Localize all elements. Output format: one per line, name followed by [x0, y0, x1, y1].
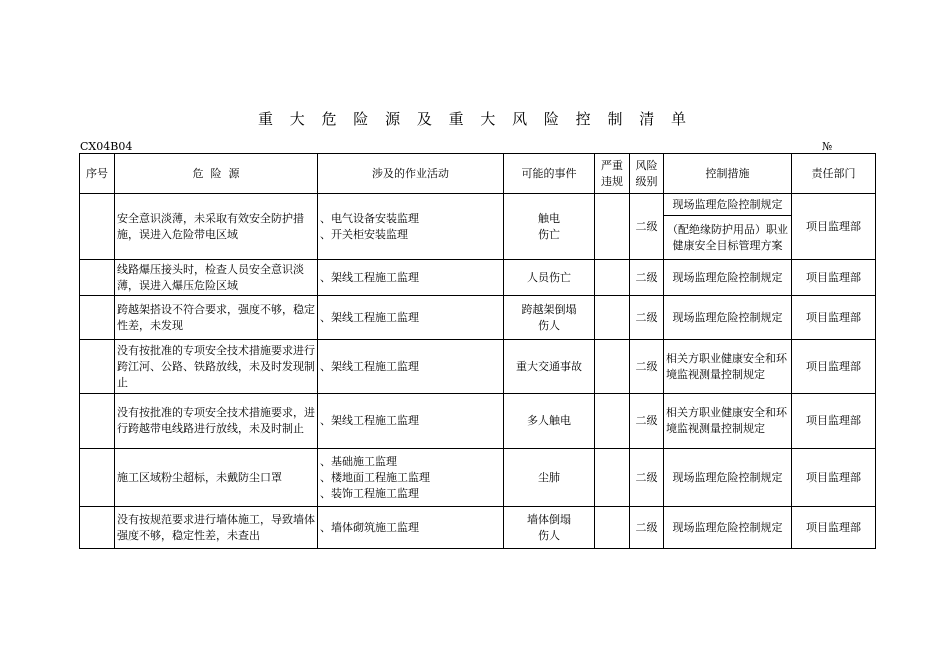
activity-item: 、开关柜安装监理 — [320, 227, 408, 241]
cell-risk-level: 二级 — [630, 507, 664, 549]
cell-control: 相关方职业健康安全和环境监视测量控制规定 — [664, 394, 792, 449]
activity-item: 、架线工程施工监理 — [320, 359, 419, 373]
cell-violation — [595, 449, 630, 507]
cell-control: 现场监理危险控制规定 — [664, 260, 792, 296]
cell-activity — [318, 449, 504, 507]
activity-item: 、装饰工程施工监理 — [320, 486, 419, 500]
table-row — [80, 340, 876, 394]
cell-seq — [80, 194, 115, 260]
header-control: 控制措施 — [664, 154, 792, 194]
cell-risk-level: 二级 — [630, 296, 664, 340]
cell-control: 现场监理危险控制规定 — [664, 296, 792, 340]
cell-risk-level: 二级 — [630, 449, 664, 507]
cell-event — [504, 507, 595, 549]
cell-danger: 没有按批准的专项安全技术措施要求，进行跨越带电线路进行放线，未及时制止 — [115, 394, 318, 449]
cell-dept: 项目监理部 — [792, 296, 876, 340]
header-activity: 涉及的作业活动 — [318, 154, 504, 194]
document-code: CX04B04 — [80, 140, 133, 153]
cell-control: 现场监理危险控制规定 — [664, 194, 792, 216]
header-event: 可能的事件 — [504, 154, 595, 194]
cell-control: 相关方职业健康安全和环境监视测量控制规定 — [664, 340, 792, 394]
cell-dept: 项目监理部 — [792, 340, 876, 394]
header-row — [80, 154, 876, 194]
cell-danger: 没有按规范要求进行墙体施工，导致墙体强度不够，稳定性差，未查出 — [115, 507, 318, 549]
activity-item: 、基础施工监理 — [320, 454, 397, 468]
event-line: 人员伤亡 — [527, 270, 571, 284]
cell-seq — [80, 260, 115, 296]
cell-event — [504, 340, 595, 394]
cell-activity — [318, 260, 504, 296]
number-label: № — [822, 140, 833, 153]
cell-control: （配绝缘防护用品）职业健康安全目标管理方案 — [664, 216, 792, 260]
cell-danger: 施工区域粉尘超标，未戴防尘口罩 — [115, 449, 318, 507]
cell-violation — [595, 340, 630, 394]
table-row — [80, 507, 876, 549]
table-row — [80, 394, 876, 449]
table-row — [80, 296, 876, 340]
cell-seq — [80, 340, 115, 394]
cell-risk-level: 二级 — [630, 394, 664, 449]
cell-seq — [80, 296, 115, 340]
table-row — [80, 194, 876, 216]
event-line: 多人触电 — [527, 414, 571, 427]
cell-risk-level: 二级 — [630, 260, 664, 296]
cell-violation — [595, 194, 630, 260]
event-line: 触电 — [538, 211, 560, 225]
cell-dept: 项目监理部 — [792, 507, 876, 549]
risk-control-table — [79, 153, 876, 549]
event-line: 伤亡 — [538, 227, 560, 241]
cell-activity — [318, 507, 504, 549]
cell-control: 现场监理危险控制规定 — [664, 449, 792, 507]
activity-item: 、架线工程施工监理 — [320, 414, 419, 427]
activity-item: 、电气设备安装监理 — [320, 211, 419, 225]
event-line: 伤人 — [538, 318, 560, 332]
activity-item: 、楼地面工程施工监理 — [320, 470, 430, 484]
cell-dept: 项目监理部 — [792, 394, 876, 449]
cell-violation — [595, 394, 630, 449]
event-line: 伤人 — [538, 528, 560, 542]
activity-item: 、墙体砌筑施工监理 — [320, 520, 419, 534]
cell-dept: 项目监理部 — [792, 194, 876, 260]
cell-seq — [80, 449, 115, 507]
header-risk-level: 风险级别 — [630, 154, 664, 194]
event-line: 墙体倒塌 — [527, 512, 571, 526]
header-dept: 责任部门 — [792, 154, 876, 194]
cell-event — [504, 296, 595, 340]
activity-item: 、架线工程施工监理 — [320, 270, 419, 284]
cell-dept: 项目监理部 — [792, 260, 876, 296]
cell-activity — [318, 296, 504, 340]
cell-danger: 线路爆压接头时，检查人员安全意识淡薄，误进入爆压危险区域 — [115, 260, 318, 296]
activity-item: 、架线工程施工监理 — [320, 310, 419, 324]
cell-risk-level: 二级 — [630, 340, 664, 394]
table-row — [80, 260, 876, 296]
cell-danger: 安全意识淡薄，未采取有效安全防护措施，误进入危险带电区域 — [115, 194, 318, 260]
cell-event — [504, 194, 595, 260]
cell-activity — [318, 340, 504, 394]
cell-danger: 没有按批准的专项安全技术措施要求进行跨江河、公路、铁路放线，未及时发现制止 — [115, 340, 318, 394]
cell-violation — [595, 296, 630, 340]
cell-seq — [80, 507, 115, 549]
cell-risk-level: 二级 — [630, 194, 664, 260]
cell-event — [504, 260, 595, 296]
table-row — [80, 449, 876, 507]
cell-danger: 跨越架搭设不符合要求，强度不够，稳定性差，未发现 — [115, 296, 318, 340]
event-line: 尘肺 — [538, 470, 560, 484]
header-seq: 序号 — [80, 154, 115, 194]
cell-dept: 项目监理部 — [792, 449, 876, 507]
cell-event — [504, 394, 595, 449]
page-title: 重 大 危 险 源 及 重 大 风 险 控 制 清 单 — [258, 110, 692, 128]
cell-activity — [318, 194, 504, 260]
cell-violation — [595, 507, 630, 549]
event-line: 跨越架倒塌 — [521, 302, 577, 316]
event-line: 重大交通事故 — [516, 359, 582, 373]
cell-violation — [595, 260, 630, 296]
cell-event — [504, 449, 595, 507]
header-danger: 危 险 源 — [115, 154, 318, 194]
header-violation: 严重违规 — [595, 154, 630, 194]
cell-control: 现场监理危险控制规定 — [664, 507, 792, 549]
cell-seq — [80, 394, 115, 449]
cell-activity — [318, 394, 504, 449]
